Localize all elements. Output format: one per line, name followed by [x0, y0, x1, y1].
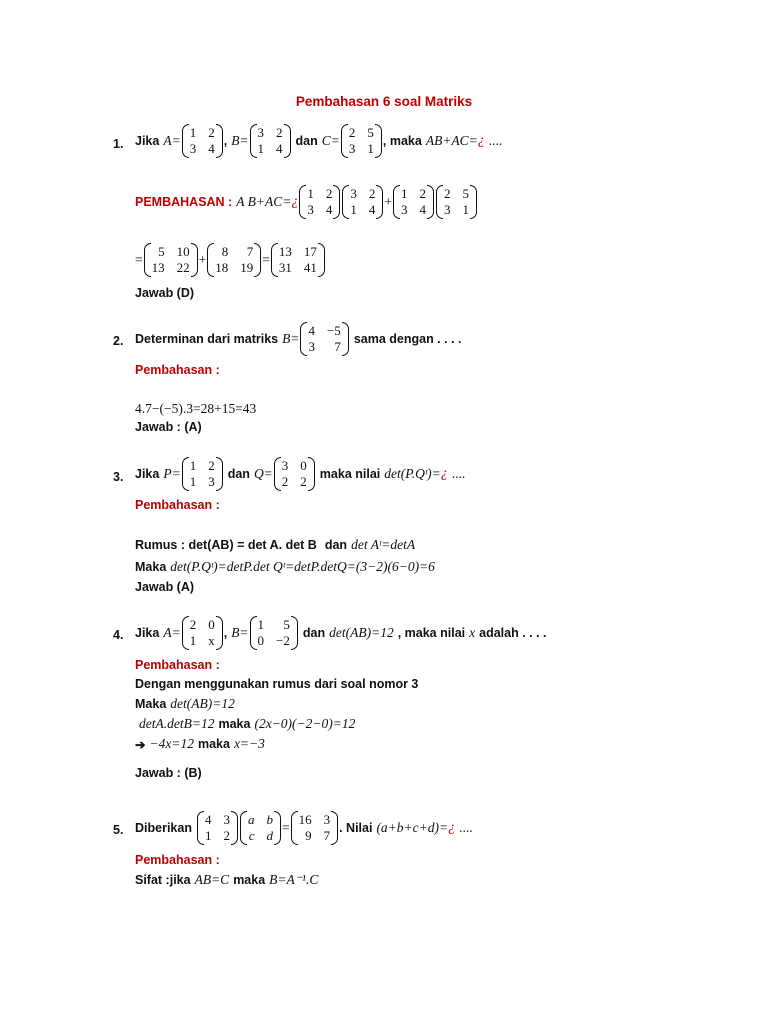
matrix-entries — [443, 185, 470, 219]
matrix-cell: 1 — [350, 202, 357, 217]
q2-number: 2. — [113, 334, 124, 348]
matrix-cell: 1 — [189, 633, 197, 648]
matrix-cell: 1 — [400, 186, 408, 201]
matrix-cell: 3 — [308, 339, 315, 354]
q2-answer: Jawab : (A) — [135, 420, 202, 434]
q1-number: 1. — [113, 137, 124, 151]
matrix-cell: 5 — [283, 617, 290, 632]
matrix-cell: 0 — [257, 633, 265, 648]
q3-answer: Jawab (A) — [135, 580, 195, 594]
matrix-cell: 41 — [303, 260, 317, 275]
q3-rumus: Rumus : det(AB) = det A. det B dan det Aᵗ=detA — [135, 537, 416, 552]
matrix-cell: 3 — [208, 474, 215, 489]
matrix-cell: 5 — [158, 244, 165, 259]
q5-number: 5. — [113, 823, 124, 837]
matrix-cell: x — [208, 633, 215, 648]
q5-sifat: Sifat :jika AB=C maka B=A⁻¹.C — [135, 872, 319, 887]
q1-answer: Jawab (D) — [135, 286, 195, 300]
matrix-entries — [189, 124, 216, 158]
matrix-cell: 0 — [208, 617, 215, 632]
matrix-cell: 3 — [443, 202, 451, 217]
matrix-entries — [214, 243, 254, 277]
matrix-cell: 13 — [151, 260, 165, 275]
matrix-cell: 0 — [300, 458, 307, 473]
matrix-entries — [189, 616, 216, 650]
matrix-cell: c — [248, 828, 255, 843]
matrix-entries — [189, 457, 216, 491]
matrix-cell: 7 — [334, 339, 341, 354]
q2-calc: 4.7−(−5).3=28+15=43 — [135, 401, 257, 416]
matrix-cell: 7 — [246, 244, 254, 259]
matrix-cell: 8 — [221, 244, 229, 259]
q4-line1: Dengan menggunakan rumus dari soal nomor 3 — [135, 677, 419, 691]
matrix-cell: 3 — [400, 202, 408, 217]
matrix-cell: 3 — [189, 141, 197, 156]
matrix-cell: 13 — [278, 244, 292, 259]
q4-line3: detA.detB=12 maka (2x−0)(−2−0)=12 — [139, 716, 356, 731]
matrix-cell: 1 — [462, 202, 469, 217]
matrix-cell: 2 — [443, 186, 451, 201]
matrix-cell: 1 — [189, 458, 197, 473]
matrix-cell: 19 — [240, 260, 254, 275]
matrix-cell: 4 — [419, 202, 426, 217]
matrix-cell: 2 — [368, 186, 376, 201]
matrix-cell: 1 — [257, 617, 265, 632]
q4-line2: Maka det(AB)=12 — [135, 696, 235, 711]
q2-solution-label: Pembahasan : — [135, 363, 220, 377]
q2-question: Determinan dari matriks B= 4 3 −5 7 sama dengan . . . . — [135, 323, 462, 354]
q4-solution-label: Pembahasan : — [135, 658, 220, 672]
q1-solution-line2: = 5 13 10 22 + 8 18 7 19 = 13 31 17 41 — [135, 243, 326, 277]
matrix-cell: 1 — [367, 141, 374, 156]
matrix-entries — [257, 124, 284, 158]
q4-answer: Jawab : (B) — [135, 766, 202, 780]
matrix-cell: 7 — [323, 828, 331, 843]
matrix-cell: 3 — [350, 186, 357, 201]
matrix-cell: 31 — [278, 260, 292, 275]
matrix-cell: 2 — [208, 125, 215, 140]
matrix-cell: 18 — [215, 260, 229, 275]
matrix-cell: 2 — [348, 125, 356, 140]
q3-number: 3. — [113, 470, 124, 484]
matrix-cell: 3 — [307, 202, 314, 217]
matrix-cell: 4 — [204, 812, 212, 827]
q4-line4: ➔ −4x=12 maka x=−3 — [135, 736, 265, 752]
matrix-cell: −2 — [276, 633, 290, 648]
matrix-entries — [278, 243, 318, 277]
matrix-cell: 3 — [257, 125, 265, 140]
matrix-cell: 4 — [308, 323, 315, 338]
matrix-cell: 5 — [462, 186, 469, 201]
matrix-cell: 1 — [257, 141, 265, 156]
matrix-b — [250, 124, 291, 158]
matrix-cell: 16 — [298, 812, 312, 827]
q4-number: 4. — [113, 628, 124, 642]
matrix-a — [182, 124, 223, 158]
matrix-cell: 22 — [176, 260, 190, 275]
matrix-cell: 2 — [419, 186, 426, 201]
q3-maka: Maka det(P.Qᵗ)=detP.det Qᵗ=detP.detQ=(3−2)(6−0)=6 — [135, 559, 435, 574]
matrix-cell: 1 — [204, 828, 212, 843]
q4-question: Jika A= 2 1 0 x , B= 1 0 5 −2 dan det(AB)=12 , maka nilai x adalah . . . . — [135, 617, 547, 648]
q3-solution-label: Pembahasan : — [135, 498, 220, 512]
matrix-entries — [151, 243, 191, 277]
matrix-cell: 9 — [305, 828, 312, 843]
matrix-entries — [204, 811, 231, 845]
matrix-cell: 2 — [189, 617, 197, 632]
matrix-cell: 2 — [223, 828, 230, 843]
matrix-entries — [349, 185, 376, 219]
matrix-cell: 5 — [367, 125, 374, 140]
q5-solution-label: Pembahasan : — [135, 853, 220, 867]
matrix-cell: 2 — [276, 125, 283, 140]
matrix-cell: 2 — [325, 186, 333, 201]
matrix-cell: 3 — [223, 812, 230, 827]
matrix-entries — [298, 811, 332, 845]
matrix-cell: 3 — [281, 458, 289, 473]
matrix-cell: 17 — [303, 244, 317, 259]
page-title: Pembahasan 6 soal Matriks — [295, 94, 473, 109]
matrix-cell: 2 — [281, 474, 289, 489]
matrix-cell: d — [266, 828, 273, 843]
q1-solution-line1: PEMBAHASAN : A B+AC= ¿ 1 3 2 4 3 1 2 4 + 1 3 2 4 2 3 5 1 — [135, 185, 478, 219]
matrix-cell: a — [247, 812, 255, 827]
matrix-cell: −5 — [326, 323, 341, 338]
matrix-cell: 4 — [325, 202, 333, 217]
arrow-right-icon: ➔ — [135, 737, 146, 752]
matrix-cell: 4 — [208, 141, 215, 156]
matrix-cell: b — [266, 812, 273, 827]
matrix-cell: 10 — [176, 244, 190, 259]
q1-question: Jika A= 1 3 2 4 , B= 3 1 2 4 dan C= 2 3 5 1 , maka AB+AC= ¿ .... — [135, 125, 503, 156]
matrix-cell: 1 — [189, 474, 197, 489]
matrix-cell: 1 — [189, 125, 197, 140]
matrix-entries — [348, 124, 375, 158]
matrix-c — [341, 124, 382, 158]
matrix-cell: 3 — [323, 812, 331, 827]
matrix-entries — [307, 322, 341, 356]
q5-question: Diberikan 4 1 3 2 a c b d = 16 9 3 7 . Nilai (a+b+c+d)= ¿ .... — [135, 812, 473, 843]
q3-question: Jika P= 1 1 2 3 dan Q= 3 2 0 2 maka nilai det(P.Qᵗ)= ¿ .... — [135, 458, 466, 489]
matrix-cell: 4 — [368, 202, 376, 217]
matrix-entries — [281, 457, 308, 491]
matrix-cell: 4 — [276, 141, 283, 156]
matrix-entries — [257, 616, 291, 650]
matrix-cell: 2 — [300, 474, 307, 489]
matrix-cell: 3 — [348, 141, 356, 156]
matrix-cell: 2 — [208, 458, 215, 473]
matrix-entries — [306, 185, 333, 219]
matrix-entries — [400, 185, 427, 219]
matrix-cell: 1 — [307, 186, 314, 201]
matrix-entries — [247, 811, 274, 845]
